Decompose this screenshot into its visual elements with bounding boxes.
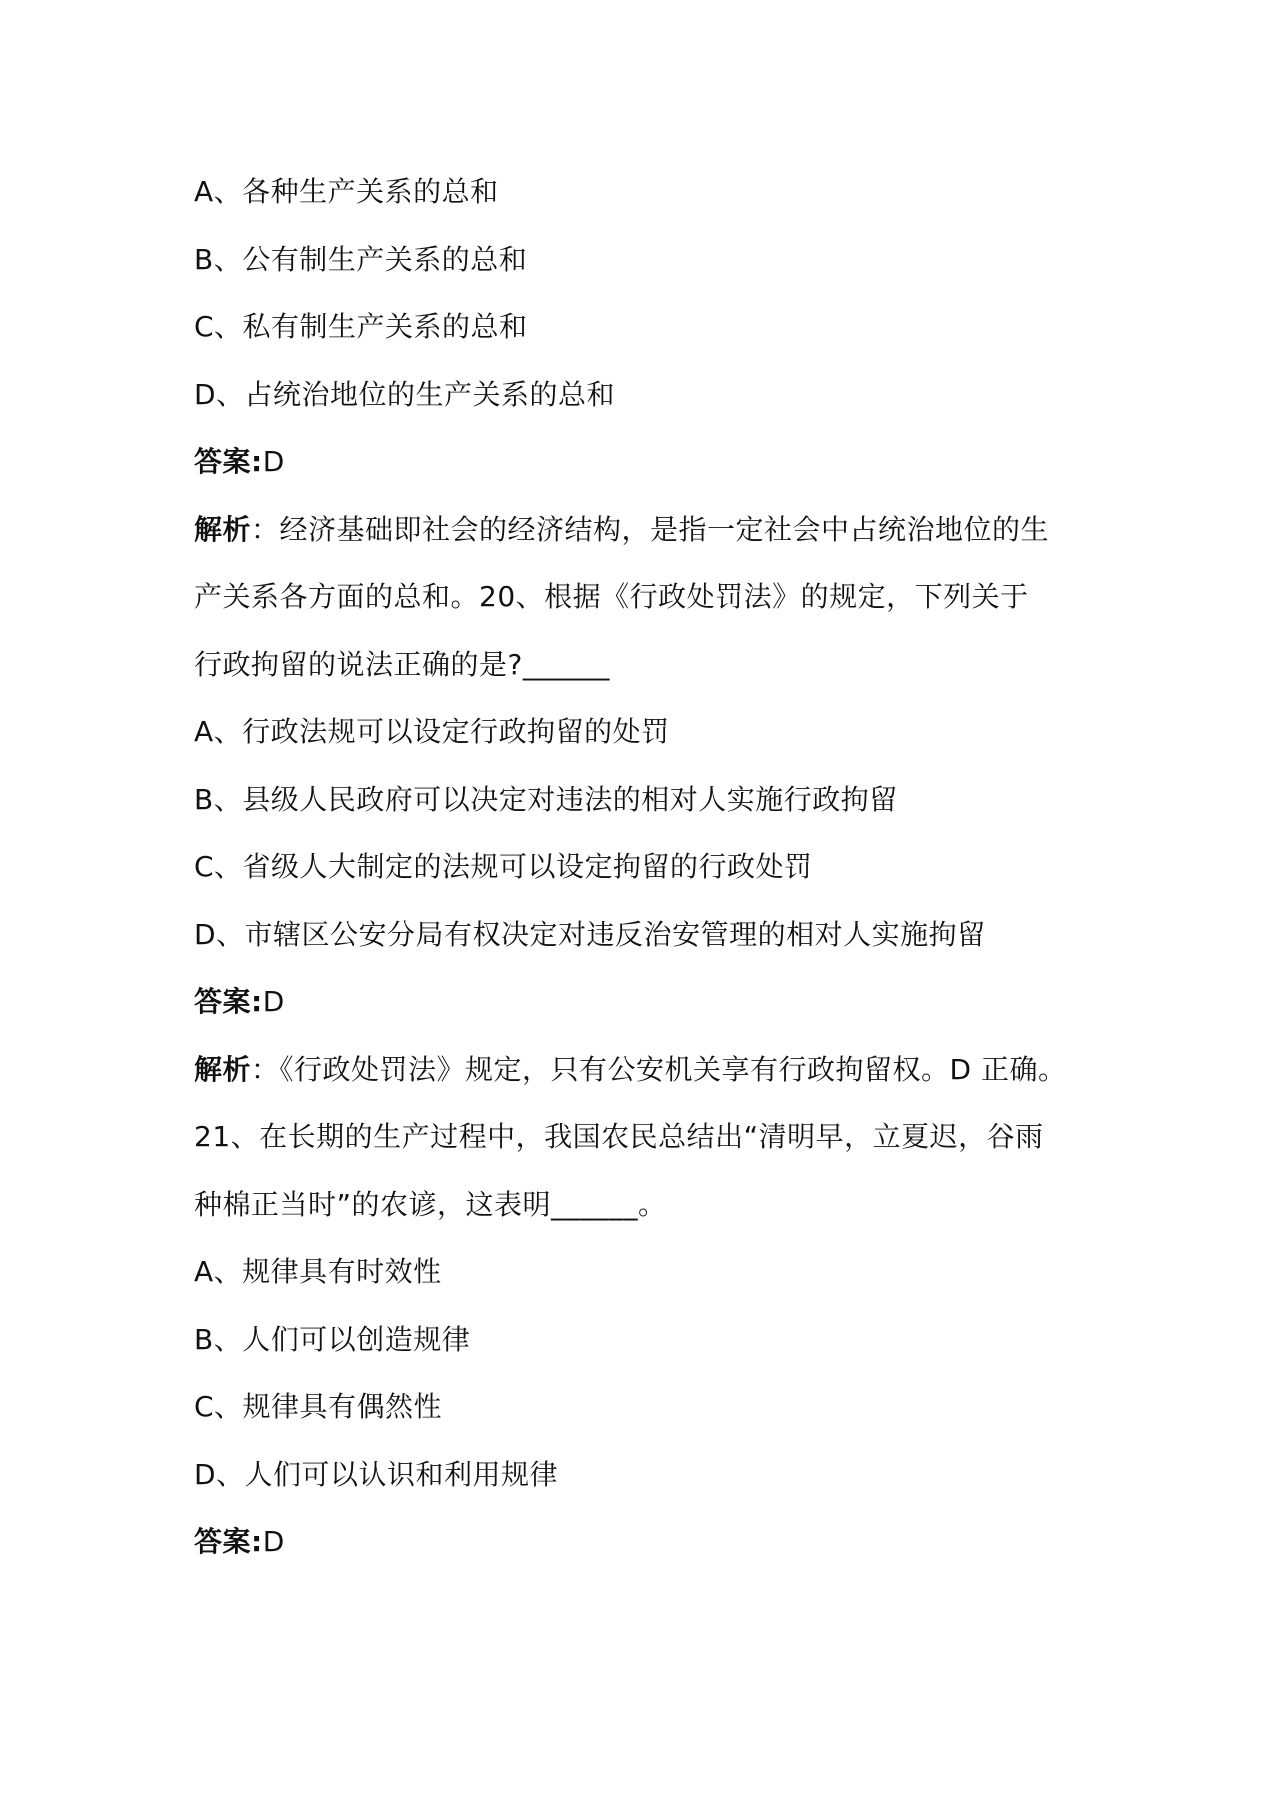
explanation-text: ：《行政处罚法》规定，只有公安机关享有行政拘留权。D 正确。 bbox=[251, 1052, 1067, 1086]
answer-label: 答案: bbox=[194, 1525, 263, 1558]
q19-option-b: B、公有制生产关系的总和 bbox=[194, 242, 528, 276]
document-page bbox=[194, 158, 1094, 1576]
answer-value: D bbox=[262, 445, 285, 478]
q21-option-b: B、人们可以创造规律 bbox=[194, 1322, 471, 1356]
q20-text-line-1: 产关系各方面的总和。20、根据《行政处罚法》的规定，下列关于 bbox=[194, 580, 1029, 613]
q19-explanation bbox=[194, 496, 1094, 564]
q20-answer bbox=[194, 968, 1094, 1036]
q21-option-d: D、人们可以认识和利用规律 bbox=[194, 1457, 559, 1491]
q20-text-line-2: 行政拘留的说法正确的是?______ bbox=[194, 647, 610, 681]
answer-value: D bbox=[262, 985, 285, 1018]
q19-option-a: A、各种生产关系的总和 bbox=[194, 175, 499, 208]
q21-text-line-1: 21、在长期的生产过程中，我国农民总结出“清明早，立夏迟，谷雨 bbox=[194, 1120, 1044, 1153]
q21-answer bbox=[194, 1508, 1094, 1576]
q19-option-c: C、私有制生产关系的总和 bbox=[194, 310, 528, 343]
q21-text-line-2: 种棉正当时”的农谚，这表明______。 bbox=[194, 1187, 667, 1221]
answer-label: 答案: bbox=[194, 445, 263, 478]
q20-option-c: C、省级人大制定的法规可以设定拘留的行政处罚 bbox=[194, 850, 813, 883]
q21-option-c: C、规律具有偶然性 bbox=[194, 1390, 443, 1423]
explanation-text: ：经济基础即社会的经济结构，是指一定社会中占统治地位的生 bbox=[251, 512, 1050, 546]
q19-answer bbox=[194, 428, 1094, 496]
answer-value: D bbox=[262, 1525, 285, 1558]
q21-option-a: A、规律具有时效性 bbox=[194, 1255, 442, 1288]
answer-label: 答案: bbox=[194, 985, 263, 1018]
explanation-label: 解析 bbox=[194, 1052, 252, 1086]
explanation-label: 解析 bbox=[194, 512, 252, 546]
q19-option-d: D、占统治地位的生产关系的总和 bbox=[194, 377, 616, 411]
q20-option-b: B、县级人民政府可以决定对违法的相对人实施行政拘留 bbox=[194, 782, 898, 816]
q20-explanation bbox=[194, 1036, 1094, 1104]
q20-option-a: A、行政法规可以设定行政拘留的处罚 bbox=[194, 715, 670, 748]
q20-option-d: D、市辖区公安分局有权决定对违反治安管理的相对人实施拘留 bbox=[194, 917, 986, 951]
